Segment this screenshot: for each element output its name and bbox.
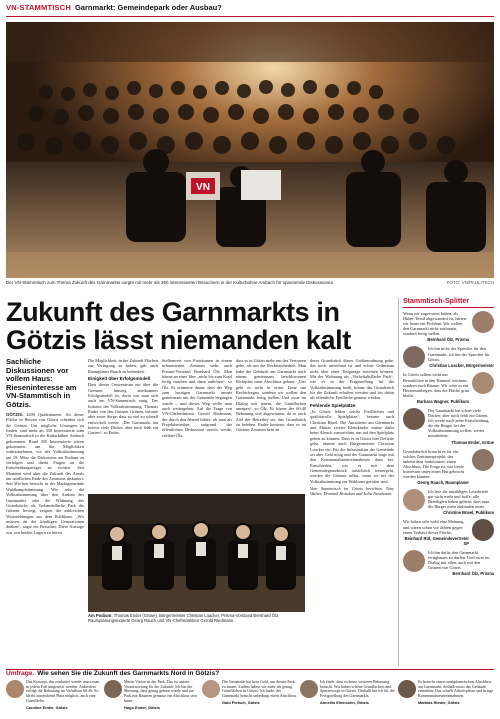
quote-text: Ich lese die unzähligen Leserbriefe gar nicht mehr und hoffe, alle Beteiligten haben gelernt, dass man die Bürger mehr einbinden muss.	[428, 489, 490, 510]
article-column-5	[310, 358, 394, 666]
article-col2-text2: Dass dieses Ortszentrum ein über die Grenzen hinweg anerkanntes Erfolgsmodell ist, darin war man sich auch am VN-Stammtisch einig. Der Initiator der Volksabstimmung, Thomas Ender von den Götzner Grünen, betonte aber seine Sorge, dass zu viel zu schnell entwickelt werde. „Der Garnmarkt hat bereits viele Dächer, aber noch fehlt ein Garten“, so Ender.	[88, 382, 158, 436]
respondent-name: Anneliis Ellensohn, Götzis	[320, 699, 369, 705]
quote-text: Wenn wir zugewartet hätten, als Huber-Textil abgewandert ist, hätten wir heute ein Problem. Wir wollen den Garnmarkt nicht zuzbauen, sondern fertig stellen.	[403, 311, 466, 337]
quote-portrait	[472, 519, 494, 541]
section-header	[6, 3, 494, 17]
respondent-portrait	[202, 680, 220, 698]
article-col5-text2: „In Götzis fehlen solche Freiflächen und qualitätvolle Spielplätze“, betonte auch Christina Büsel. Die Anrainerin am Garnmarkt und Mutter zweier Kleinkinder müsse dafür beim Abruch ausweichen, um auf den Spielplatz gehen zu können. Dass es in Götzis hier Defizite gebe, räumte auch Bürgermeister Christian Loacker ein. Für die Infrastruktur der Gemeinde sei aber Geld nötig und der Garnmarkt trage mit den Kommunalsteuereinnahmen dazu bei. Entschieden, wie es mit dem Gemeindegrundstück tatsächlich weitergeht, werden die Götzner selbst, wenn sie bei der Volksabstimmung zur Wahlurne gerufen sind.	[310, 409, 394, 484]
survey-section	[6, 669, 494, 717]
article-author-note: Vom Stammtisch im Götzis berichten Tony Walser, Dominik Hotsdam und Julia Nussbaum.	[310, 485, 394, 497]
quote-author: Beinhard Rüf, Gemeindevertreter SP	[404, 535, 469, 546]
respondent-answer: Das Konzept, das erarbeitet wurde, muss man in jedem Fall umgesetzt werden. Außerdem erfolgt die Bebauung im Verhältnis 60:40. So bleibt ausreichend Platz möglich, auch eine Grünfläche.	[26, 679, 100, 703]
headline-line-1: Zukunft des Garnmarkts in	[6, 297, 340, 327]
article-col1-text: 4200 Quadratmeter. An dieser Fläche in Herzen von Götzis scheiden sich die Geister. Um mögliche Lösungen zu finden, sind mehr als 350 Interessierte zum VN-Stammtisch in die Kulturbühne Ambach gekommen. Rund 350 Interessierte waren gekommen, um die Möglichkeit wahrzunehmen, vor der Volksabstimmung am 19. März die Diskussion am Podium zu verfolgen und direkt Fragen an die Entscheidungsträger zu richten. Seit Monaten wird über die Zukunft des Areals am nördlichen Ende des Zentrums diskutiert. Seit Wochen herrscht in der Marktgemeinde Wahlkampfstimmung. Wie sehr die Volksabstimmung über den Ausbau des Garnmarkts oder die Widmung des Grundstücks als Verbandsfläche Park die Götzner bewegt, zeigten die zahlreichen Wortmeldungen aus dem Publikum. „Wir müssen an die künftigen Generationen denken“, sagte ein Besucher. Diese Aussage war von beiden Lagern zu hören.	[6, 412, 84, 535]
respondent-name: Gabi Pietsch, Götzis	[222, 699, 260, 705]
sidebar-quote	[403, 519, 494, 545]
quote-portrait	[403, 550, 425, 572]
vn-banner-text: VN	[196, 182, 210, 193]
quote-portrait	[403, 346, 425, 368]
article-column-2	[88, 358, 158, 492]
article-col4-text: dass es in Götzis mehr um das Vertrauen gehe, als um die Rechtssicherheit. Man habe die Gebäude am Garnmarkt nach einem gemeinsam beschlossenen Richtplan samt Abschluss gebaut. „Uns geht es nicht in erster Linie um Rechtsfragen, sondern wir wollen den Garnmarkt fertig stellen. Und zwar im Dialog mit jenem, die Grünflächen anregen“, so Ölz. Er könne der 60:40 Bebauung viel abgewinnen, da es auch Ziel der Betreiber sei, das Grundstück zu beleben. Ender konterte, dass es im Götzner Zentrum kein an	[236, 358, 306, 433]
quote-text: In Götzis sollten nicht nur Betonklötze in den Himmel wachsen, sondern auch Bäume. Wir wöre es ein Herzensanliegen, dass die Fläche grün bleibt.	[403, 372, 469, 398]
section-title: Garnmarkt: Gemeindepark oder Ausbau?	[74, 3, 222, 12]
article-dateline: GÖTZIS.	[6, 412, 24, 417]
podium-photo	[88, 494, 305, 612]
respondent-portrait	[398, 680, 416, 698]
survey-respondent	[202, 680, 298, 710]
quote-author: Christine Büsel, Publikum	[443, 510, 494, 516]
podium-caption-text: Thomas Ender (Grüne), Bürgermeister Christian Loacker, Prisma-Vorstand Bernhard Ölz, Raumplanungsexperte Georg Rauch und VN-Chefredakteur Gerold Riedmann.	[88, 613, 280, 623]
sidebar-quote	[403, 408, 494, 445]
podium-caption	[88, 613, 305, 623]
sidebar-quote	[403, 550, 494, 576]
sidebar-quotes	[398, 298, 494, 666]
survey-respondent	[398, 680, 494, 710]
respondent-answer: Ich finde, dass es keine weiteren Bebauung braucht. Wir haben schöne Grünflächen und Spazierwege in Götzis. Deshalb bin ich für die Fertigstellung des Garnmarkts.	[320, 679, 395, 699]
quote-text: Grundsätzlich braucht es für ein solches Zentrumsprojekt, das unbestritten funktioniert, einen Abschluss. Die Frage ist, wie beide Interessen unter einen Hut gebracht werden können.	[403, 448, 465, 479]
article-col2-text: Die Möglichkeit, in der Zukunft Flächen zur Verfügung zu haben, gab auch Raumplaner Rauch zu bedenken.	[88, 358, 158, 374]
quote-text: Wir haben sehr wohl eine Meinung und waren schon vor Jahren gegen einen Verkauf dieser Fläche.	[403, 519, 464, 535]
sidebar-quote	[403, 489, 494, 515]
sidebar-quote	[403, 346, 494, 368]
survey-label: Umfrage.	[6, 670, 35, 677]
podium-caption-label: Am Podium:	[88, 613, 113, 618]
respondent-name: Hugo Ender, Götzis	[124, 704, 160, 710]
respondent-portrait	[104, 680, 122, 698]
sidebar-quote	[403, 449, 494, 486]
article-lead: Sachliche Diskussionen vor vollem Haus: Rieseninteresse am VN-Stammtisch in Götzis.	[6, 358, 77, 409]
article-column-1	[6, 358, 84, 666]
quote-author: Bernhard Ölz, Prisma	[452, 571, 494, 577]
quote-portrait	[472, 311, 494, 333]
quote-portrait	[403, 489, 425, 511]
article-subhead-2: Fehlende Spielplätze	[310, 402, 356, 408]
quote-text: Ich bin nicht der Sprecher für den Garnmarkt, ich bin der Sprecher für Götzis.	[428, 346, 490, 362]
survey-respondent	[104, 680, 200, 710]
article-col5-text: deres Grundstück dieser Größenordnung gebe, das noch unverbaut ist und echter Grünraum nicht über einer Tiefgarage errichten können. Mit der Widmung als „Vorbehaltsfläche Park“, wie es in der Fragestellung für die Volksabstimmung heißt, könne das Grundstück für die Zukunft erhalten werden und bis dahin als öffentliche Freifläche genutzt werden.	[310, 358, 394, 401]
respondent-answer: Die Gemeinde hat kein Gold, um diesen Park zu bauen. Zudem haben wir mehr als genug Grünflächen in Götzis. Ich finde, der Garnmarkt braucht unbedingt einen Abschluss.	[222, 679, 298, 699]
quote-author: Thomas Ender, Grüne	[451, 439, 494, 445]
respondent-name: Mathias Rieder, Götzis	[418, 699, 460, 705]
quote-portrait	[472, 372, 494, 394]
quote-text: Der Garnmarkt hat schon viele Dächer, aber noch fehlt ein Garten. Ich werde nach jeder Entscheidung, die die Bürger bei der Volksabstimmung treffen, weiter mitarbeiten.	[428, 407, 490, 439]
sidebar-quote	[403, 372, 494, 403]
photo-caption-row	[6, 280, 494, 290]
photo-credit: FOTO: VN/PAULITSCH	[446, 280, 494, 285]
headline-line-2: Götzis lässt niemanden kalt	[6, 325, 351, 355]
sidebar-title: Stammtisch-Splitter	[403, 298, 494, 308]
quote-author: Bernhard Ölz, Prisma	[427, 337, 469, 343]
quote-author: Georg Rauch, Raumplaner	[417, 480, 469, 486]
respondent-portrait	[300, 680, 318, 698]
survey-respondent	[6, 680, 102, 710]
respondent-answer: Es braucht einen raumplanerischen Abschluss am Garnmarkt, deshalb muss das Gebäude entstehen. Das schafft Arbeitsplätze und bringt Kommunalsteuereinnahmen.	[418, 679, 493, 699]
respondent-portrait	[6, 680, 24, 698]
article-column-4	[236, 358, 306, 492]
quote-portrait	[403, 408, 425, 430]
article-column-3	[162, 358, 232, 492]
respondent-answer: Meine Vision ist der Park. Das ist unsere Verantwortung für die Zukunft. Ich bin der Meinung, dass genug gebaut wurde und ein Park mit Bäumen genauso ein Abschluss sein kann.	[124, 679, 197, 703]
section-kicker: VN-STAMMTISCH	[6, 3, 71, 12]
survey-respondent	[300, 680, 396, 710]
article-subhead-1: Einigkeit über Erfolgsmodell	[88, 376, 151, 382]
quote-portrait	[472, 449, 494, 471]
quote-author: Christian Loacker, Bürgermeister	[429, 362, 494, 368]
photo-caption: Der VN-Stammtisch zum Thema Zukunft des Garnmarkts sorgte mit mehr als 350 interessierten Besuchern in der Kulturbühne Ambach für spannende Diskussionen.	[6, 280, 335, 285]
headline	[6, 298, 396, 354]
quote-author: Barbara Wagner, Publikum	[417, 398, 469, 404]
main-photo	[6, 22, 494, 278]
article-col3-text: Stellenwert von Freiräumen in einem urbanisierten Zentrum steht auch Prisma-Vorstand Bernhard Ölz. Man könne an einer Idee „nicht bis zum Kopf fertig machen und dann aufhören“, so Ölz. Er erinnerte daran, dass der Weg zum heutigen Garnmarkt immer gemeinsam mit der Gemeinde begangen wurde – und dieses Weg wolle man auch weitergehen. Auf die Frage von VN-Chefredakteur Gerold Riedmann, der durch den Abend führte, ob man als Projektbetreiber, aufgrund der öffentlichen Diskussion nervös werde, erklärte Ölz,	[162, 358, 232, 438]
respondent-name: Caroline Ender, Götzis	[26, 704, 68, 710]
quote-text: Ich bin dafür, den Garnmarkt fertigbauen zu dürfen. Und zwar im Dialog mit allen, auch mit den Grünen von Götzis.	[428, 549, 490, 570]
survey-question: Wie sehen Sie die Zukunft des Garnmarkts Nord in Götzis?	[37, 670, 220, 677]
sidebar-quote	[403, 311, 494, 342]
